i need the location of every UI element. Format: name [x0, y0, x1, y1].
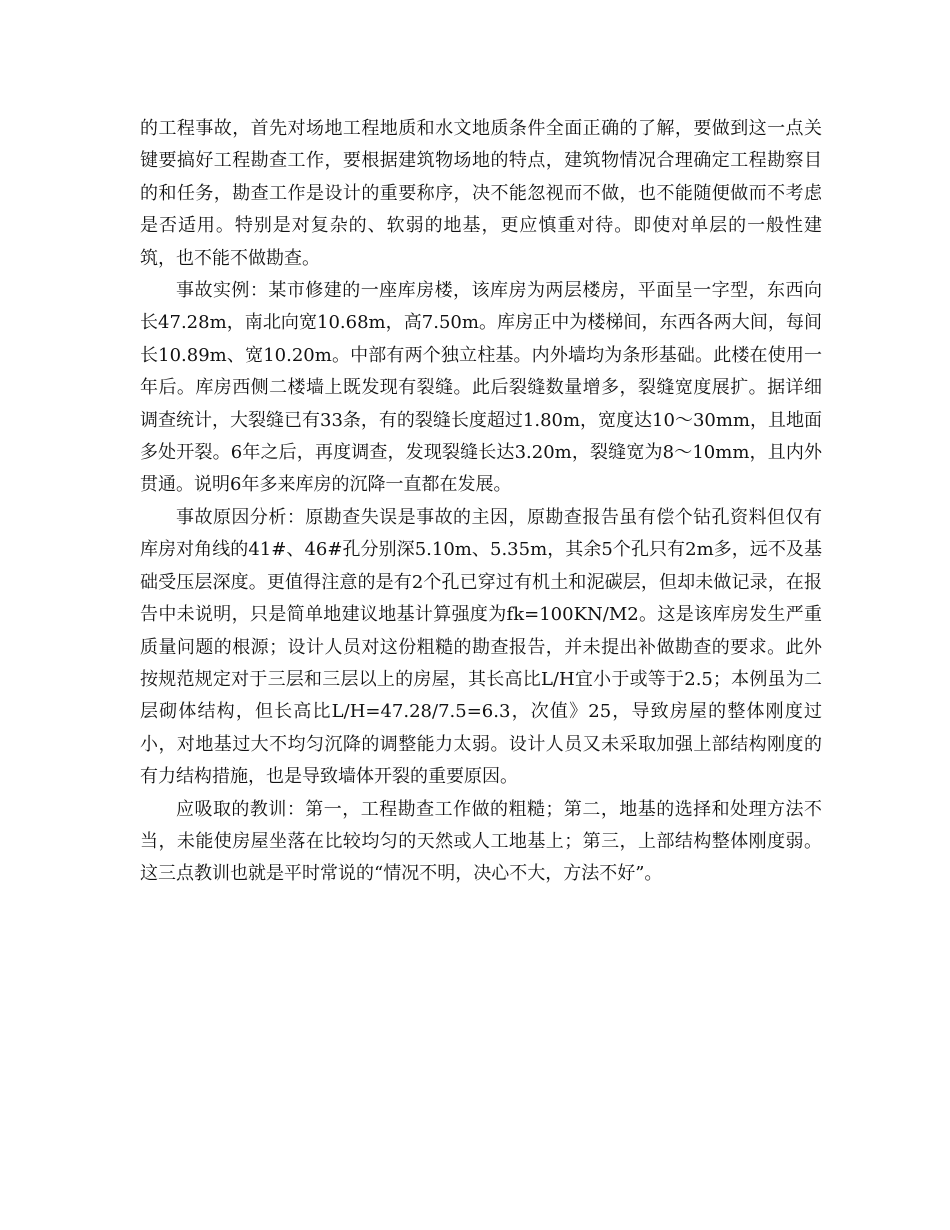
document-body — [140, 113, 822, 891]
paragraph-continuation: 的工程事故，首先对场地工程地质和水文地质条件全面正确的了解，要做到这一点关键要搞好工程勘查工作，要根据建筑物场地的特点，建筑物情况合理确定工程勘察目的和任务，勘查工作是设计的重要称序，决不能忽视而不做，也不能随便做而不考虑是否适用。特别是对复杂的、软弱的地基，更应慎重对待。即使对单层的一般性建筑，也不能不做勘查。 — [140, 118, 822, 269]
paragraph-lessons: 应吸取的教训：第一，工程勘查工作做的粗糙；第二，地基的选择和处理方法不当，未能使房屋坐落在比较均匀的天然或人工地基上；第三，上部结构整体刚度弱。这三点教训也就是平时常说的“情况不明，决心不大，方法不好”。 — [140, 798, 822, 885]
paragraph-cause-analysis: 事故原因分析：原勘查失误是事故的主因，原勘查报告虽有偿个钻孔资料但仅有库房对角线的41#、46#孔分别深5.10m、5.35m，其余5个孔只有2m多，远不及基础受压层深度。更值得注意的是有2个孔已穿过有机土和泥碳层，但却未做记录，在报告中未说明，只是简单地建议地基计算强度为fk=100KN/M2。这是该库房发生严重质量问题的根源；设计人员对这份粗糙的勘查报告，并未提出补做勘查的要求。此外按规范规定对于三层和三层以上的房屋，其长高比L/H宜小于或等于2.5；本例虽为二层砌体结构，但长高比L/H=47.28/7.5=6.3，次值》25，导致房屋的整体刚度过小，对地基过大不均匀沉降的调整能力太弱。设计人员又未采取加强上部结构刚度的有力结构措施，也是导致墙体开裂的重要原因。 — [140, 506, 822, 788]
paragraph-accident-example: 事故实例：某市修建的一座库房楼，该库房为两层楼房，平面呈一字型，东西向长47.28m，南北向宽10.68m，高7.50m。库房正中为楼梯间，东西各两大间，每间长10.89m、宽10.20m。中部有两个独立柱基。内外墙均为条形基础。此楼在使用一年后。库房西侧二楼墙上既发现有裂缝。此后裂缝数量增多，裂缝宽度展扩。据详细调查统计，大裂缝已有33条，有的裂缝长度超过1.80m，宽度达10～30mm，且地面多处开裂。6年之后，再度调查，发现裂缝长达3.20m，裂缝宽为8～10mm，且内外贯通。说明6年多来库房的沉降一直都在发展。 — [140, 280, 822, 496]
